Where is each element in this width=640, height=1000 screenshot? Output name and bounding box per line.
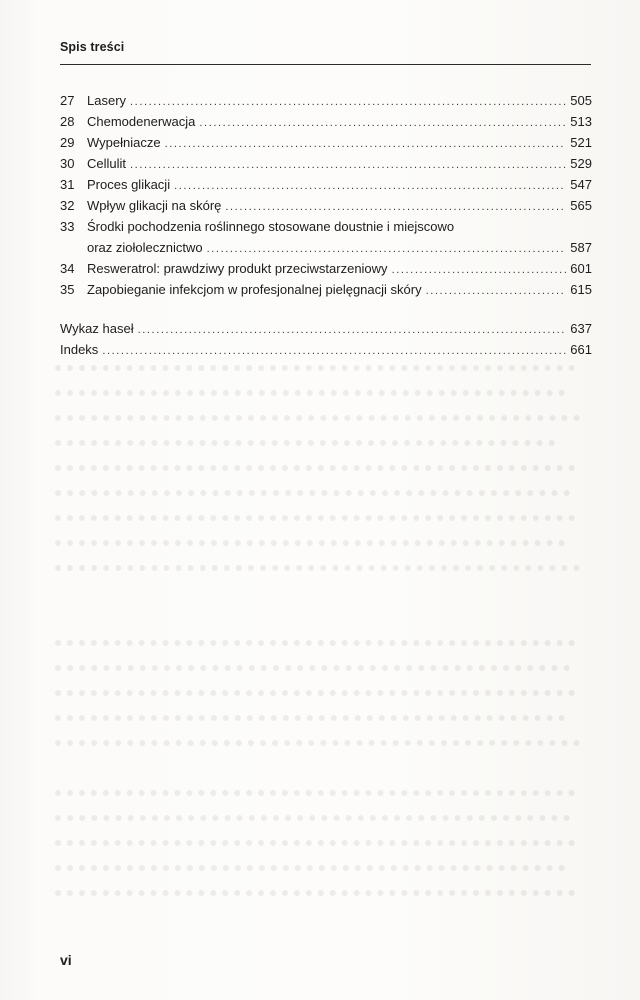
dot-leader	[165, 134, 566, 155]
back-matter-title: Wykaz haseł	[60, 321, 134, 336]
toc-entry-glossary	[60, 318, 592, 339]
toc-entry-31	[60, 174, 592, 195]
chapter-number: 28	[60, 114, 75, 129]
chapter-title: Wypełniacze	[87, 135, 161, 150]
page-number: 547	[570, 177, 592, 192]
dot-leader	[130, 155, 566, 176]
chapter-title: Lasery	[87, 93, 127, 108]
table-of-contents	[60, 90, 592, 360]
toc-entry-27	[60, 90, 592, 111]
toc-entry-35	[60, 279, 592, 300]
chapter-title: Zapobieganie infekcjom w profesjonalnej pielęgnacji skóry	[87, 282, 422, 297]
page-number: 565	[570, 198, 592, 213]
dot-leader	[199, 113, 566, 134]
chapter-number: 35	[60, 282, 75, 297]
page-number: 521	[570, 135, 592, 150]
toc-entry-32	[60, 195, 592, 216]
folio-page-number: vi	[60, 952, 72, 968]
toc-entry-index	[60, 339, 592, 360]
toc-entry-28	[60, 111, 592, 132]
page-number: 587	[570, 240, 592, 255]
chapter-title: Proces glikacji	[87, 177, 171, 192]
toc-entry-29	[60, 132, 592, 153]
page-number: 505	[570, 93, 592, 108]
chapter-number: 33	[60, 219, 75, 234]
chapter-number: 27	[60, 93, 75, 108]
chapter-title: Wpływ glikacji na skórę	[87, 198, 222, 213]
header-divider	[60, 64, 591, 65]
chapter-number: 34	[60, 261, 75, 276]
toc-entry-33	[60, 216, 592, 237]
chapter-number: 30	[60, 156, 75, 171]
page-number: 601	[570, 261, 592, 276]
chapter-title: Środki pochodzenia roślinnego stosowane doustnie i miejscowo	[87, 219, 455, 234]
chapter-title: Cellulit	[87, 156, 127, 171]
page-number: 513	[570, 114, 592, 129]
dot-leader	[207, 239, 566, 260]
running-header-title: Spis treści	[60, 40, 125, 54]
dot-leader	[174, 176, 566, 197]
toc-entry-34	[60, 258, 592, 279]
page-number: 637	[570, 321, 592, 336]
section-gap	[60, 300, 592, 318]
chapter-title-continued: oraz ziołolecznictwo	[87, 240, 203, 255]
toc-entry-33-continued	[60, 237, 592, 258]
dot-leader	[102, 341, 566, 362]
dot-leader	[392, 260, 566, 281]
dot-leader	[138, 320, 566, 341]
chapter-number: 29	[60, 135, 75, 150]
chapter-title: Chemodenerwacja	[87, 114, 196, 129]
dot-leader	[225, 197, 566, 218]
chapter-title: Resweratrol: prawdziwy produkt przeciwstarzeniowy	[87, 261, 388, 276]
dot-leader	[130, 92, 566, 113]
back-matter-title: Indeks	[60, 342, 99, 357]
page-number: 615	[570, 282, 592, 297]
page-number: 529	[570, 156, 592, 171]
chapter-number: 31	[60, 177, 75, 192]
dot-leader	[426, 281, 566, 302]
toc-entry-30	[60, 153, 592, 174]
chapter-number: 32	[60, 198, 75, 213]
page-number: 661	[570, 342, 592, 357]
